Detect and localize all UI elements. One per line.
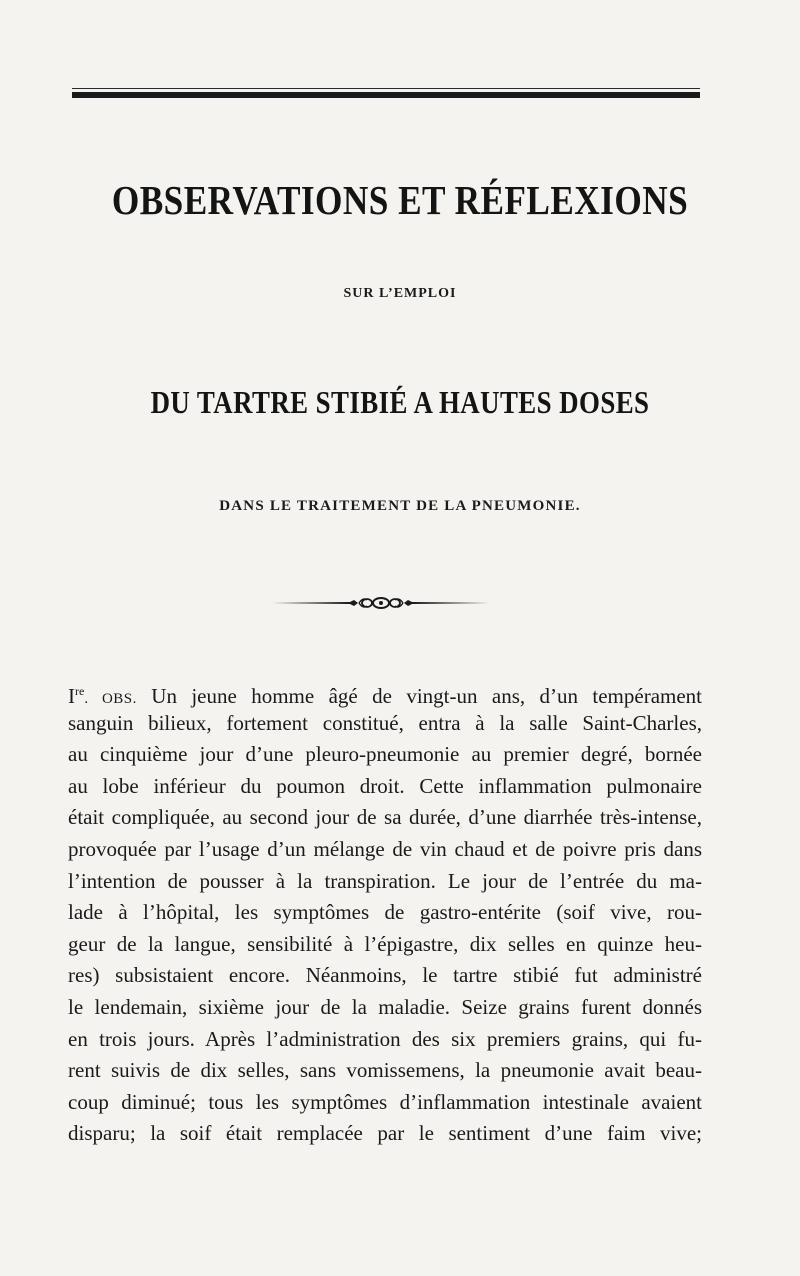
- top-rule-thin: [72, 88, 700, 89]
- text-line-10: res) subsistaient encore. Néanmoins, le tartre stibié fut administré: [68, 963, 702, 988]
- text-line-11: le lendemain, sixième jour de la maladie. Seize grains furent donnés: [68, 994, 702, 1019]
- text-line-6: provoquée par l’usage d’un mélange de vin chaud et de poivre pris dans: [68, 836, 702, 861]
- text-line-5: était compliquée, au second jour de sa durée, d’une diarrhée très-intense,: [68, 805, 702, 830]
- text-line-3: au cinquième jour d’une pleuro-pneumonie au premier degré, bornée: [68, 742, 702, 767]
- text-line-13: rent suivis de dix selles, sans vomissemens, la pneumonie avait beau-: [68, 1058, 702, 1083]
- obs-number: I: [68, 684, 75, 708]
- main-title: OBSERVATIONS ET RÉFLEXIONS: [111, 177, 689, 223]
- text-line-2: sanguin bilieux, fortement constitué, entra à la salle Saint-Charles,: [68, 710, 702, 735]
- top-rule: [72, 88, 700, 100]
- top-rule-thick: [72, 92, 700, 98]
- ornament-divider-icon: [270, 592, 492, 612]
- text-line-15: disparu; la soif était remplacée par le sentiment d’une faim vive;: [68, 1121, 702, 1146]
- text-line-7: l’intention de pousser à la transpiration. Le jour de l’entrée du ma-: [68, 868, 702, 893]
- obs-label: . OBS.: [84, 691, 137, 707]
- line-text: Un jeune homme âgé de vingt-un ans, d’un tempérament: [136, 684, 703, 708]
- text-line-14: coup diminué; tous les symptômes d’inflammation intestinale avaient: [68, 1089, 702, 1114]
- subtitle-emploi: SUR L’EMPLOI: [343, 286, 457, 301]
- text-line-9: geur de la langue, sensibilité à l’épigastre, dix selles en quinze heu-: [68, 931, 702, 956]
- second-title: DU TARTRE STIBIÉ A HAUTES DOSES: [150, 384, 650, 420]
- observation-paragraph: [68, 676, 702, 1150]
- subtitle-traitement: DANS LE TRAITEMENT DE LA PNEUMONIE.: [219, 498, 581, 514]
- text-line-1: [68, 676, 702, 708]
- text-line-8: lade à l’hôpital, les symptômes de gastro-entérite (soif vive, rou-: [68, 900, 702, 925]
- obs-superscript: re: [75, 684, 85, 698]
- text-line-4: au lobe inférieur du poumon droit. Cette inflammation pulmonaire: [68, 773, 702, 798]
- text-line-12: en trois jours. Après l’administration des six premiers grains, qui fu-: [68, 1026, 702, 1051]
